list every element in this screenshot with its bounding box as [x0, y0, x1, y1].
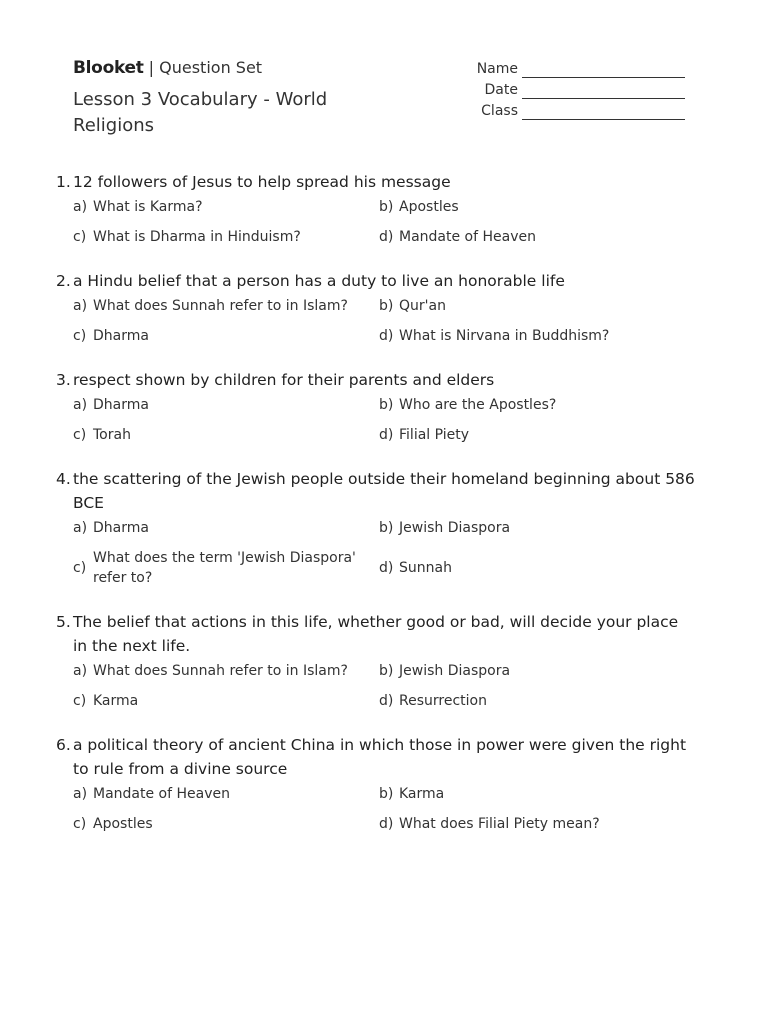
answer-letter: b)	[379, 397, 394, 413]
answer-option	[379, 518, 685, 538]
class-line	[522, 105, 685, 120]
answer-text: What is Dharma in Hinduism?	[93, 229, 301, 245]
answer-letter: b)	[379, 786, 394, 802]
question-item	[56, 269, 696, 346]
answer-option	[73, 227, 379, 247]
answer-text: Mandate of Heaven	[93, 786, 230, 802]
name-field	[477, 57, 685, 78]
answer-letter: a)	[73, 786, 88, 802]
answer-option	[379, 784, 685, 804]
answer-letter: d)	[379, 229, 394, 245]
question-heading	[56, 368, 696, 392]
answer-text: Torah	[93, 427, 131, 443]
answer-letter: b)	[379, 663, 394, 679]
answer-letter: d)	[379, 560, 394, 576]
answer-letter: b)	[379, 298, 394, 314]
answer-options	[73, 296, 696, 346]
question-text: respect shown by children for their parents and elders	[73, 371, 495, 389]
date-label: Date	[484, 82, 518, 98]
answer-option	[379, 814, 685, 834]
question-number: 6.	[56, 736, 71, 754]
question-item	[56, 467, 696, 588]
answer-options	[73, 395, 696, 445]
question-text: The belief that actions in this life, whether good or bad, will decide your place in the next life.	[73, 613, 679, 655]
answer-letter: c)	[73, 427, 87, 443]
question-list	[56, 170, 696, 856]
question-number: 3.	[56, 371, 71, 389]
answer-option	[379, 227, 685, 247]
answer-letter: d)	[379, 427, 394, 443]
question-item	[56, 733, 696, 834]
answer-text: Apostles	[399, 199, 459, 215]
answer-letter: c)	[73, 693, 87, 709]
question-number: 1.	[56, 173, 71, 191]
answer-options	[73, 197, 696, 247]
answer-text: Karma	[399, 786, 445, 802]
answer-option	[73, 395, 379, 415]
question-text: 12 followers of Jesus to help spread his message	[73, 173, 451, 191]
answer-option	[73, 326, 379, 346]
answer-text: Who are the Apostles?	[399, 397, 557, 413]
brand-separator: |	[148, 58, 155, 77]
question-item	[56, 610, 696, 711]
answer-options	[73, 518, 696, 588]
answer-letter: d)	[379, 328, 394, 344]
answer-options	[73, 784, 696, 834]
answer-option	[73, 425, 379, 445]
answer-text: Karma	[93, 693, 139, 709]
answer-letter: a)	[73, 298, 88, 314]
answer-text: What does the term 'Jewish Diaspora' refer to?	[93, 550, 356, 586]
question-text: a Hindu belief that a person has a duty to live an honorable life	[73, 272, 565, 290]
answer-letter: a)	[73, 663, 88, 679]
answer-option	[379, 395, 685, 415]
student-info-fields	[477, 57, 685, 120]
answer-letter: c)	[73, 816, 87, 832]
answer-option	[379, 425, 685, 445]
answer-option	[73, 814, 379, 834]
answer-text: Dharma	[93, 520, 149, 536]
blooket-logo: Blooket	[73, 58, 144, 78]
question-text: the scattering of the Jewish people outside their homeland beginning about 586 BCE	[73, 470, 695, 512]
answer-letter: a)	[73, 520, 88, 536]
answer-text: What does Sunnah refer to in Islam?	[93, 298, 348, 314]
question-heading	[56, 610, 696, 658]
class-label: Class	[481, 103, 518, 119]
answer-text: Jewish Diaspora	[399, 520, 511, 536]
answer-letter: b)	[379, 520, 394, 536]
answer-letter: a)	[73, 397, 88, 413]
answer-option	[73, 518, 379, 538]
answer-text: What does Sunnah refer to in Islam?	[93, 663, 348, 679]
answer-option	[73, 197, 379, 217]
question-heading	[56, 170, 696, 194]
question-heading	[56, 269, 696, 293]
answer-text: Filial Piety	[399, 427, 470, 443]
name-line	[522, 63, 685, 78]
page-title: Lesson 3 Vocabulary - World Religions	[73, 89, 328, 136]
answer-option	[379, 326, 685, 346]
answer-option	[73, 296, 379, 316]
answer-option	[73, 548, 379, 588]
answer-text: Qur'an	[399, 298, 446, 314]
answer-text: Jewish Diaspora	[399, 663, 511, 679]
answer-option	[379, 548, 685, 588]
question-item	[56, 368, 696, 445]
question-item	[56, 170, 696, 247]
worksheet-header	[73, 57, 693, 139]
date-line	[522, 84, 685, 99]
question-number: 5.	[56, 613, 71, 631]
answer-letter: c)	[73, 328, 87, 344]
brand-subtitle: Question Set	[159, 58, 263, 77]
answer-option	[379, 197, 685, 217]
name-label: Name	[476, 61, 518, 77]
answer-letter: d)	[379, 816, 394, 832]
answer-text: Resurrection	[399, 693, 487, 709]
answer-text: What is Nirvana in Buddhism?	[399, 328, 610, 344]
question-number: 2.	[56, 272, 71, 290]
answer-text: What does Filial Piety mean?	[399, 816, 600, 832]
question-text: a political theory of ancient China in which those in power were given the right to rule from a divine source	[73, 736, 687, 778]
question-number: 4.	[56, 470, 71, 488]
answer-text: Dharma	[93, 397, 149, 413]
answer-option	[379, 296, 685, 316]
question-heading	[56, 467, 696, 515]
answer-letter: b)	[379, 199, 394, 215]
answer-text: Sunnah	[399, 560, 452, 576]
answer-text: What is Karma?	[93, 199, 203, 215]
answer-option	[379, 691, 685, 711]
answer-options	[73, 661, 696, 711]
class-field	[477, 99, 685, 120]
answer-text: Mandate of Heaven	[399, 229, 536, 245]
answer-text: Apostles	[93, 816, 153, 832]
answer-letter: d)	[379, 693, 394, 709]
answer-letter: a)	[73, 199, 88, 215]
answer-option	[73, 661, 379, 681]
answer-option	[73, 784, 379, 804]
answer-letter: c)	[73, 229, 87, 245]
date-field	[477, 78, 685, 99]
answer-letter: c)	[73, 560, 87, 576]
answer-text: Dharma	[93, 328, 149, 344]
question-heading	[56, 733, 696, 781]
answer-option	[379, 661, 685, 681]
answer-option	[73, 691, 379, 711]
